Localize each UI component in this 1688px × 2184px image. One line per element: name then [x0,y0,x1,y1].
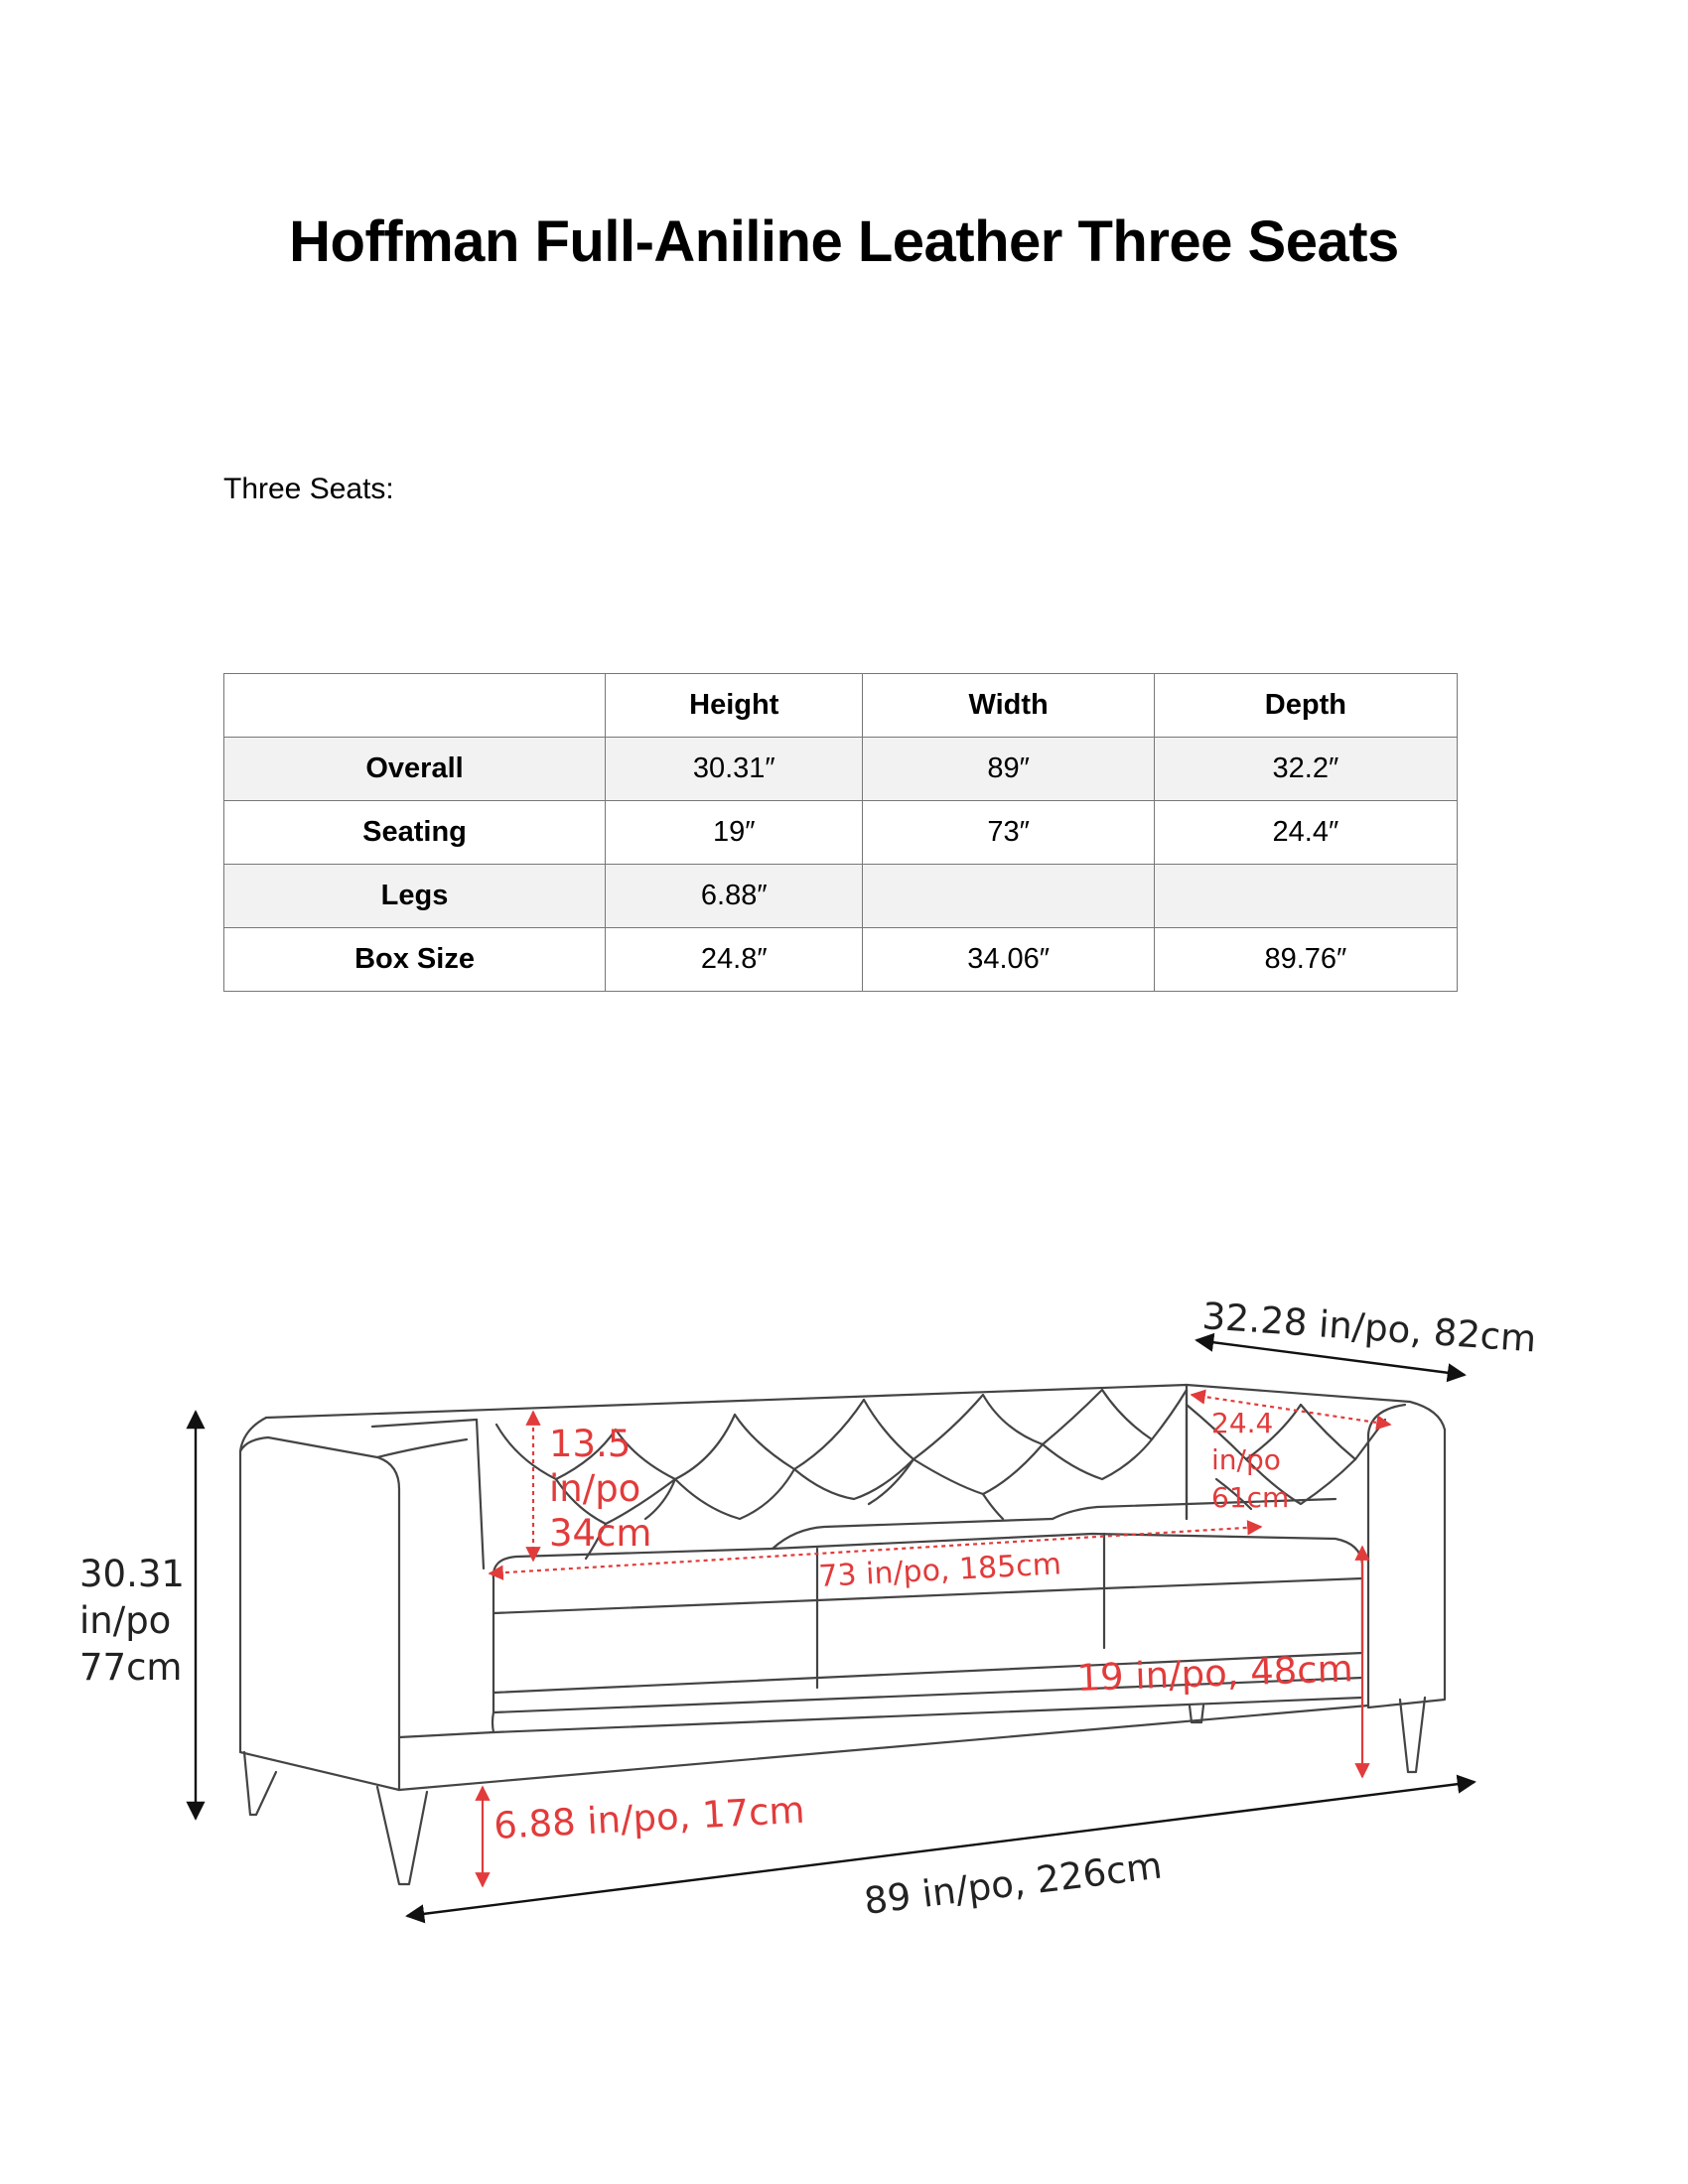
header-depth: Depth [1154,674,1457,738]
cell-height: 6.88″ [606,865,863,928]
cell-depth: 32.2″ [1154,738,1457,801]
leg-height-label: 6.88 in/po, 17cm [492,1788,806,1847]
table-row [224,801,1458,865]
cell-width: 73″ [863,801,1154,865]
row-label: Overall [224,738,606,801]
width-overall-label: 89 in/po, 226cm [861,1843,1165,1923]
cell-depth: 24.4″ [1154,801,1457,865]
table-row [224,865,1458,928]
seat-depth-label-3: 61cm [1211,1481,1290,1514]
seat-depth-label-1: 24.4 [1211,1407,1274,1439]
back-height-label-1: 13.5 [549,1423,632,1465]
seat-depth-label-2: in/po [1211,1443,1281,1476]
cell-depth: 89.76″ [1154,928,1457,992]
cell-width: 34.06″ [863,928,1154,992]
sofa-dimension-diagram [0,1251,1688,1966]
row-label: Legs [224,865,606,928]
back-height-label-2: in/po [549,1467,641,1510]
seat-height-label: 19 in/po, 48cm [1075,1647,1354,1700]
cell-height: 19″ [606,801,863,865]
back-height-label-3: 34cm [549,1512,652,1555]
height-overall-label-3: 77cm [79,1646,183,1689]
cell-width: 89″ [863,738,1154,801]
table-row [224,928,1458,992]
depth-overall-label: 32.28 in/po, 82cm [1200,1295,1538,1361]
row-label: Box Size [224,928,606,992]
table-header-row [224,674,1458,738]
page-title: Hoffman Full-Aniline Leather Three Seats [289,209,1399,274]
header-blank [224,674,606,738]
cell-height: 30.31″ [606,738,863,801]
height-overall-label-1: 30.31 [79,1553,185,1595]
row-label: Seating [224,801,606,865]
table-row [224,738,1458,801]
cell-depth [1154,865,1457,928]
dimensions-table [223,673,1458,992]
header-width: Width [863,674,1154,738]
seat-width-label: 73 in/po, 185cm [817,1547,1062,1594]
cell-height: 24.8″ [606,928,863,992]
header-height: Height [606,674,863,738]
height-overall-label-2: in/po [79,1599,172,1642]
cell-width [863,865,1154,928]
section-label: Three Seats: [223,473,394,505]
